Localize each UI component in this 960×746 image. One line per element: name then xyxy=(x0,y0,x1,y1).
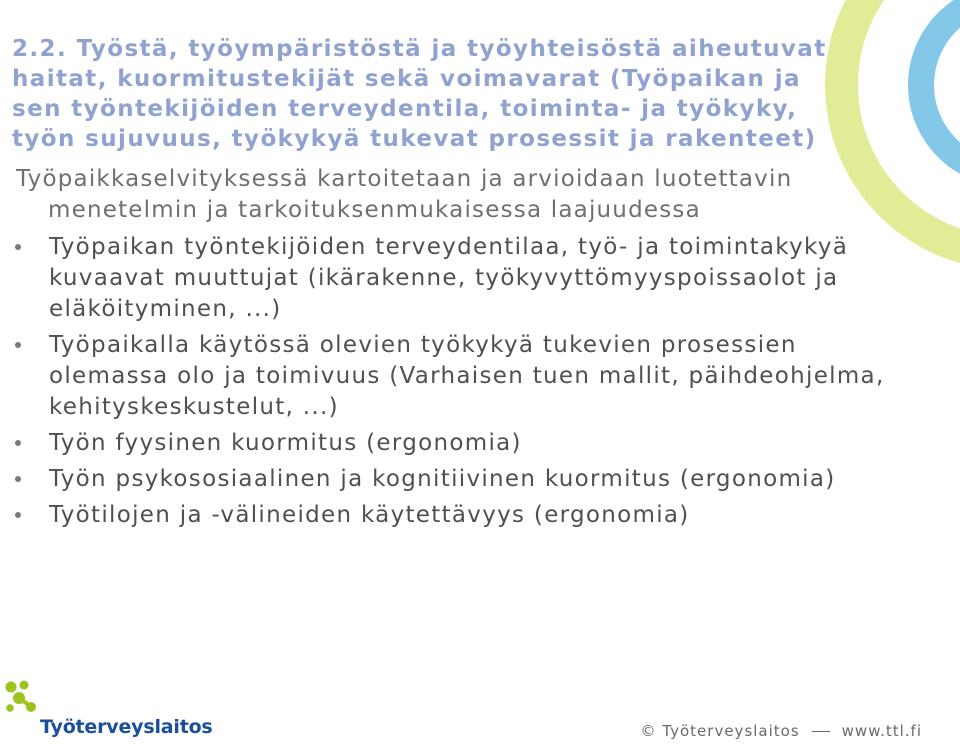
bullet-text: Työn fyysinen kuormitus (ergonomia) xyxy=(49,430,522,456)
logo-wordmark: Työterveyslaitos xyxy=(40,716,213,738)
bullet-text: Työn psykososiaalinen ja kognitiivinen kuormitus (ergonomia) xyxy=(49,466,836,492)
footer xyxy=(641,722,922,740)
bullet-item xyxy=(0,330,900,423)
intro-line-1: Työpaikkaselvityksessä kartoitetaan ja arvioidaan luotettavin xyxy=(16,166,793,192)
bullet-item xyxy=(0,500,900,531)
bullet-dot-icon xyxy=(15,476,21,482)
footer-copyright: © Työterveyslaitos xyxy=(640,722,800,740)
bullet-list xyxy=(0,232,900,536)
bullet-dot-icon xyxy=(15,440,21,446)
intro-line-2: menetelmin ja tarkoituksenmukaisessa laajuudessa xyxy=(48,197,701,223)
bullet-item xyxy=(0,464,900,495)
footer-url[interactable]: www.ttl.fi xyxy=(841,722,922,740)
bullet-dot-icon xyxy=(15,342,21,348)
bullet-dot-icon xyxy=(15,512,21,518)
slide-title: 2.2. Työstä, työympäristöstä ja työyhteisöstä aiheutuvat haitat, kuormitustekijät sekä voimavarat (Työpaikan ja sen työntekijöiden terveydentila, toiminta- ja työkyky, työn sujuvuus, työkykyä tukevat prosessit ja rakenteet) xyxy=(12,36,827,152)
footer-separator xyxy=(812,731,830,732)
intro-paragraph xyxy=(16,164,896,226)
bullet-dot-icon xyxy=(15,244,21,250)
bullet-text: Työpaikalla käytössä olevien työkykyä tukevien prosessien olemassa olo ja toimivuus (Varhaisen tuen mallit, päihdeohjelma, kehityskeskustelut, ...) xyxy=(49,332,885,420)
bullet-text: Työpaikan työntekijöiden terveydentilaa, työ- ja toimintakykyä kuvaavat muuttujat (ikärakenne, työkyvyttömyyspoissaolot ja eläköityminen, ...) xyxy=(49,234,849,322)
bullet-item xyxy=(0,232,900,325)
bullet-item xyxy=(0,428,900,459)
bullet-text: Työtilojen ja -välineiden käytettävyys (ergonomia) xyxy=(49,502,690,528)
